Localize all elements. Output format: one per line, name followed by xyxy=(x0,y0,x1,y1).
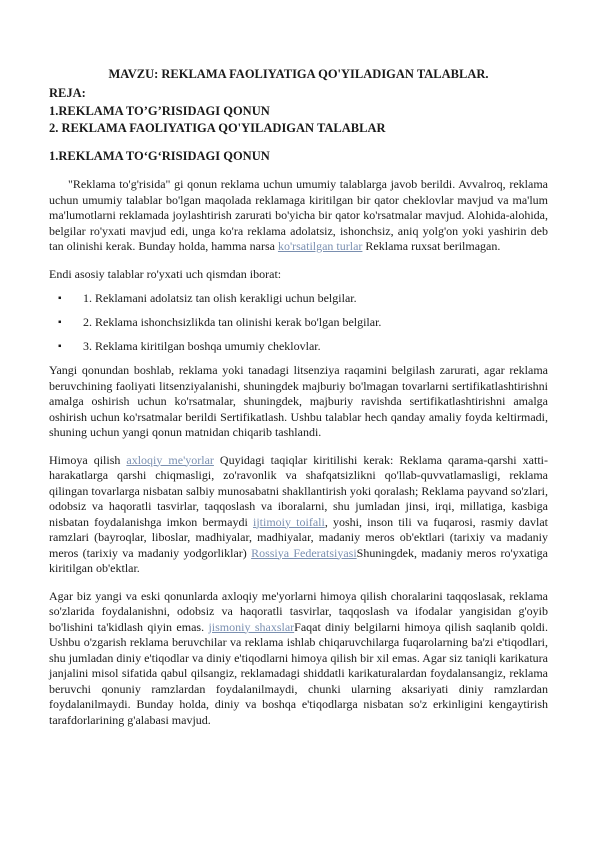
paragraph-1-text: "Reklama to'g'risida" gi qonun reklama uchun umumiy talablarga javob berildi. Avvalroq, reklama uchun umumiy talablar bo'lgan maqolada reklamaga kiritilgan bir qator cheklovlar mavjud va ma'lum ma'lumotlarni reklamada joylashtirish zarurati bo'yicha bir qator ko'rsatmalar mavjud. Alohida-alohida, belgilar ro'yxati mavjud edi, unga ko'ra reklama adolatsiz, ishonchsiz, aniq yolg'on yoki yashirin deb tan olinishi kerak. Bunday holda, hamma narsa xyxy=(49,177,548,253)
paragraph-2: Endi asosiy talablar ro'yxati uch qismdan iborat: xyxy=(49,266,282,281)
link-ijtimoiy-toifali[interactable]: ijtimoiy toifali xyxy=(252,514,325,529)
list-item: ▪ 2. Reklama ishonchsizlikda tan olinishi kerak bo'lgan belgilar. xyxy=(58,315,382,329)
paragraph-3: Yangi qonundan boshlab, reklama yoki tanadagi litsenziya raqamini belgilash zarurati, agar reklama beruvchining faoliyati litsenziyalanishi, shuningdek majburiy bo'lmagan tovarlarni sertifikatlashtirishni amalga oshirish uchun ko'rsatmalar, shuningdek, majburiy ravishda sertifikatlashtirishni amalga oshirish uchun ko'rsatmalar berildi Sertifikatlash. Ushbu talablar hech qanday amaliy foyda keltirmadi, shuning uchun yangi qonun matnidan chiqarib tashlandi. xyxy=(49,363,548,439)
bullet-icon: ▪ xyxy=(58,293,62,304)
section-heading: 1.REKLAMA TO‘G‘RISIDAGI QONUN xyxy=(49,148,270,163)
paragraph-4: Himoya qilish axloqiy me'yorlar Quyidagi taqiqlar kiritilishi kerak: Reklama qarama-qarshi xatti-harakatlarga qarshi chiqmasligi, zo'ravonlik va shafqatsizlikni qo'llab-quvvatlamasligi, reklama qilingan tovarlarga nisbatan salbiy munosabatni shakllantirish yoki qoralash; Reklama payvand so'zlari, odobsiz va haqoratli tasvirlar, taqqoslash va iboralarni, shu jumladan jinsi, irqi, millatiga, kasbiga nisbatan foydalanishga imkon bermaydi ijtimoiy toifali, yoshi, inson tili va fuqarosi, rasmiy davlat ramzlari (bayroqlar, liboslar, madhiyalar, madhiyalar, madaniy meros ob'ektlari (tarixiy va madaniy meros (tarixiy va madaniy yodgorliklar) Rossiya FederatsiyasiShuningdek, madaniy meros ro'yxatiga kiritilgan ob'ektlar. xyxy=(49,452,548,575)
paragraph-1 xyxy=(49,177,548,255)
plan-label: REJA: xyxy=(49,86,86,100)
link-jismoniy-shaxslar[interactable]: jismoniy shaxslar xyxy=(208,619,295,634)
bullet-icon: ▪ xyxy=(58,341,62,352)
requirements-list xyxy=(49,291,548,354)
document-title: MAVZU: REKLAMA FAOLIYATIGA QO'YILADIGAN TALABLAR. xyxy=(108,67,489,81)
bullet-icon: ▪ xyxy=(58,317,62,328)
plan-item-2: 2. REKLAMA FAOLIYATIGA QO'YILADIGAN TALABLAR xyxy=(49,121,386,135)
paragraph-5: Agar biz yangi va eski qonunlarda axloqiy me'yorlarni himoya qilish choralarini taqqoslasak, reklama so'zlarida foydalanishni, odobsiz va haqoratli tasvirlar, taqqoslash va ifodalar yangisidan g'oyib bo'lishini ta'kidlash qiyin emas. jismoniy shaxslarFaqat diniy belgilarni himoya qilish saqlanib qoldi. Ushbu o'zgarish reklama beruvchilar va reklama ishlab chiqaruvchilarga fuqarolarning ba'zi e'tiqodlari, shu jumladan diniy e'tiqodlar va diniy e'tiqodlarni himoya qilish bir xil emas. Agar siz taniqli karikatura janjalini misol sifatida qabul qilsangiz, reklamadagi shiddatli karikaturalardan foydalansangiz, reklama beruvchi qonuniy ramzlardan foydalanilmaydi, chunki ularning aksariyati diniy ramzlardan foydalanilmaydi. Bunday holda, diniy va boshqa e'tiqodlarga nisbatan so'z erkinligini kengaytirish tarafdorlarining g'alabasi mavjud. xyxy=(49,588,549,727)
paragraph-1-tail: Reklama ruxsat berilmagan. xyxy=(362,239,501,253)
list-item: ▪ 3. Reklama kiritilgan boshqa umumiy cheklovlar. xyxy=(58,339,321,353)
link-rossiya-federatsiyasi[interactable]: Rossiya Federatsiyasi xyxy=(251,545,357,560)
plan-item-1: 1.REKLAMA TO’G’RISIDAGI QONUN xyxy=(49,103,270,118)
list-item: ▪ 1. Reklamani adolatsiz tan olish kerakligi uchun belgilar. xyxy=(58,291,357,305)
link-axloqiy-meyorlar[interactable]: axloqiy me'yorlar xyxy=(126,452,214,467)
link-korsatilgan-turlar[interactable]: ko'rsatilgan turlar xyxy=(277,239,363,253)
